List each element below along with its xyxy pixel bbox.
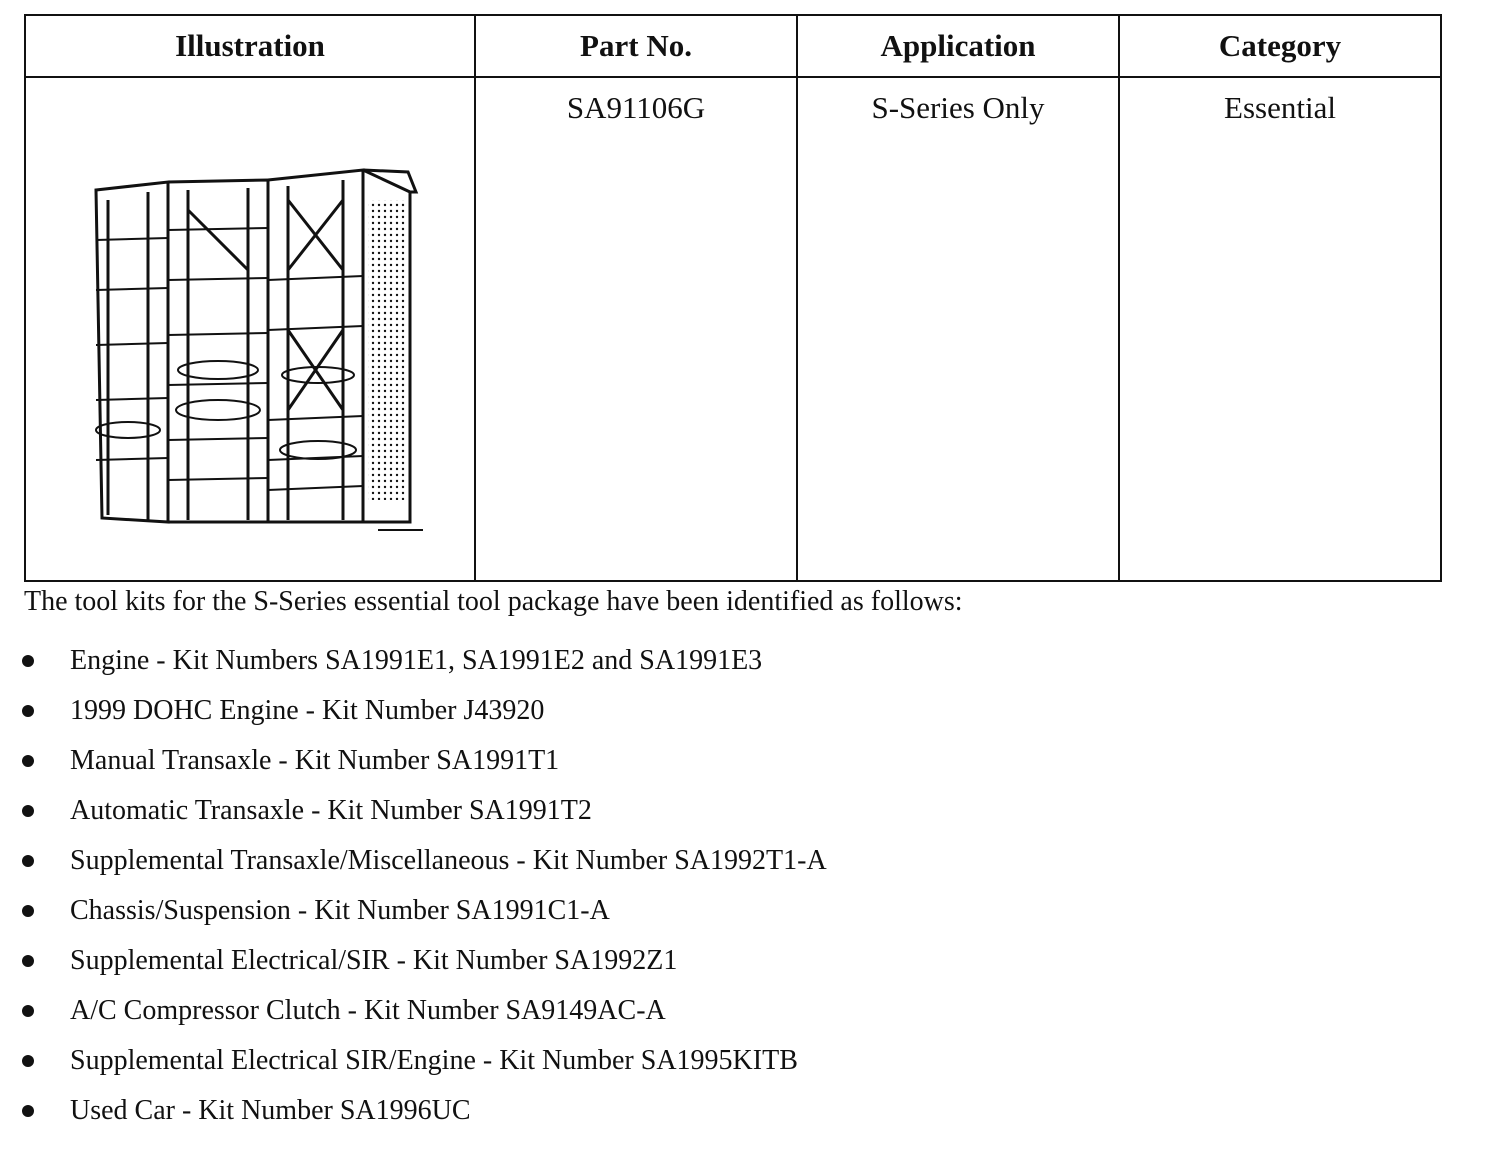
- list-item: [18, 686, 827, 736]
- illustration-cell: [25, 77, 475, 581]
- kit-label: Chassis/Suspension - Kit Number SA1991C1-A: [70, 895, 610, 926]
- bullet-icon: [22, 705, 34, 717]
- header-application: Application: [797, 15, 1119, 77]
- list-item: [18, 836, 827, 886]
- bullet-icon: [22, 805, 34, 817]
- list-item: [18, 886, 827, 936]
- list-item: [18, 1086, 827, 1136]
- kit-label: Engine - Kit Numbers SA1991E1, SA1991E2 and SA1991E3: [70, 645, 763, 676]
- tool-cabinet-icon: [88, 130, 428, 540]
- bullet-icon: [22, 855, 34, 867]
- kit-label: Manual Transaxle - Kit Number SA1991T1: [70, 745, 560, 776]
- bullet-icon: [22, 1105, 34, 1117]
- kit-label: Used Car - Kit Number SA1996UC: [70, 1095, 471, 1126]
- kit-label: Supplemental Electrical/SIR - Kit Number SA1992Z1: [70, 945, 678, 976]
- kit-label: 1999 DOHC Engine - Kit Number J43920: [70, 695, 545, 726]
- list-item: [18, 786, 827, 836]
- list-item: [18, 936, 827, 986]
- part-no-cell: SA91106G: [475, 77, 797, 581]
- bullet-icon: [22, 755, 34, 767]
- bullet-icon: [22, 905, 34, 917]
- bullet-icon: [22, 955, 34, 967]
- list-item: [18, 1036, 827, 1086]
- kit-label: Supplemental Electrical SIR/Engine - Kit Number SA1995KITB: [70, 1045, 798, 1076]
- list-item: [18, 736, 827, 786]
- kit-label: Supplemental Transaxle/Miscellaneous - Kit Number SA1992T1-A: [70, 845, 827, 876]
- header-part-no: Part No.: [475, 15, 797, 77]
- header-row: [25, 15, 1441, 77]
- bullet-icon: [22, 1055, 34, 1067]
- list-item: [18, 636, 827, 686]
- table-row: [25, 77, 1441, 581]
- tool-table: [24, 14, 1442, 582]
- header-category: Category: [1119, 15, 1441, 77]
- intro-text: The tool kits for the S-Series essential tool package have been identified as follows:: [24, 586, 963, 617]
- kit-label: A/C Compressor Clutch - Kit Number SA9149AC-A: [70, 995, 666, 1026]
- application-cell: S-Series Only: [797, 77, 1119, 581]
- kit-list: [18, 636, 827, 1136]
- list-item: [18, 986, 827, 1036]
- header-illustration: Illustration: [25, 15, 475, 77]
- category-cell: Essential: [1119, 77, 1441, 581]
- bullet-icon: [22, 1005, 34, 1017]
- kit-label: Automatic Transaxle - Kit Number SA1991T2: [70, 795, 592, 826]
- bullet-icon: [22, 655, 34, 667]
